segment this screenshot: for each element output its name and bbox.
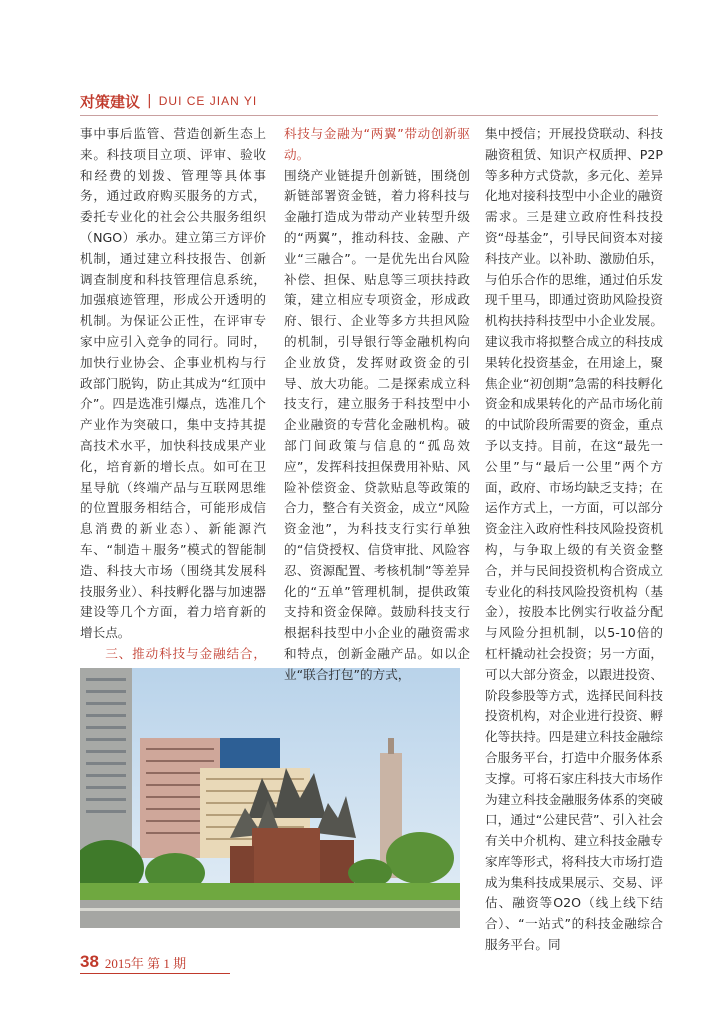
header-separator: | — [147, 93, 152, 109]
text-column-2 — [284, 124, 470, 686]
city-sculpture-photo — [80, 668, 460, 928]
section-heading: 三、推动科技与金融结合， — [105, 645, 266, 661]
section-title-pinyin: DUI CE JIAN YI — [158, 94, 258, 108]
footer-divider — [80, 973, 230, 974]
text-column-1 — [80, 124, 266, 686]
header-divider — [80, 115, 658, 116]
paragraph: 事中事后监管、营造创新生态上来。科技项目立项、评审、验收和经费的划拨、管理等具体事务，通过政府购买服务的方式，委托专业化的社会公共服务组织（NGO）承办。建立第三方评价机制，通过建立科技报告、创新调查制度和科技管理信息系统，加强痕迹管理，形成公开透明的机制。为保证公正性，在评审专家中应引入竞争的同行。同时，加快行业协会、企事业机构与行政部门脱钩，防止其成为“红顶中介”。四是选准引爆点，选准几个产业作为突破口，集中支持其提高技术水平，加快科技成果产业化，培育新的增长点。如可在卫星导航（终端产品与互联网思维的位置服务相结合，可能形成信息消费的新业态）、新能源汽车、“制造＋服务”模式的智能制造、科技大市场（围绕其发展科技服务业）、科技孵化器与加速器建设等几个方面，着力培育新的增长点。 — [80, 126, 266, 641]
page-footer — [80, 950, 186, 972]
text-column-3 — [485, 124, 663, 956]
page-number: 38 — [80, 952, 99, 971]
paragraph: 围绕产业链提升创新链，围绕创新链部署资金链，着力将科技与金融打造成为带动产业转型升级的“两翼”，推动科技、金融、产业“三融合”。一是优先出台风险补偿、担保、贴息等三项扶持政策，建立相应专项资金，形成政府、银行、企业等多方共担风险的机制，引导银行等金融机构向企业放贷，发挥财政资金的引导、放大功能。二是探索成立科技支行，建立服务于科技型中小企业融资的专营化金融机构。破部门间政策与信息的“孤岛效应”，发挥科技担保费用补贴、风险补偿资金、贷款贴息等政策的合力，整合有关资金，成立“风险资金池”，为科技支行实行单独的“信贷授权、信贷审批、风险容忍、资源配置、考核机制”等差异化的“五单”管理机制，提供政策支持和资金保障。鼓励科技支行根据科技型中小企业的融资需求和特点，创新金融产品。如以企业“联合打包”的方式， — [284, 167, 470, 682]
section-heading-continued: 科技与金融为“两翼”带动创新驱动。 — [284, 126, 470, 162]
section-header — [80, 90, 257, 112]
paragraph: 集中授信；开展投贷联动、科技融资租赁、知识产权质押、P2P等多种方式贷款，多元化、差异化地对接科技型中小企业的融资需求。三是建立政府性科技投资“母基金”，引导民间资本对接科技产业。以补助、激励伯乐，与伯乐合作的思维，通过伯乐发现千里马，即通过资助风险投资机构扶持科技型中小企业发展。建议我市将拟整合成立的科技成果转化投资基金，在用途上，聚焦企业“初创期”急需的科技孵化资金和成果转化的产品市场化前的中试阶段所需要的资金，重点予以支持。目前，在这“最先一公里”与“最后一公里”两个方面，政府、市场均缺乏支持；在运作方式上，一方面，可以部分资金注入政府性科技风险投资机构，与争取上级的有关资金整合，并与民间投资机构合资成立专业化的科技风险投资机构（基金），按股本比例实行收益分配与风险分担机制，以5-10倍的杠杆撬动社会投资；另一方面，可以大部分资金，以跟进投资、阶段参股等方式，选择民间科技投资机构，对企业进行投资、孵化等扶持。四是建立科技金融综合服务平台，打造中介服务体系支撑。可将石家庄科技大市场作为建立科技金融服务体系的突破口，通过“公建民营”、引入社会有关中介机构、建立科技金融专家库等形式，将科技大市场打造成为集科技成果展示、交易、评估、融资等O2O（线上线下结合）、“一站式”的科技金融综合服务平台。同 — [485, 126, 663, 953]
section-title: 对策建议 — [80, 92, 141, 111]
issue-label: 2015年 第 1 期 — [104, 956, 187, 971]
photo-illustration — [80, 668, 460, 928]
